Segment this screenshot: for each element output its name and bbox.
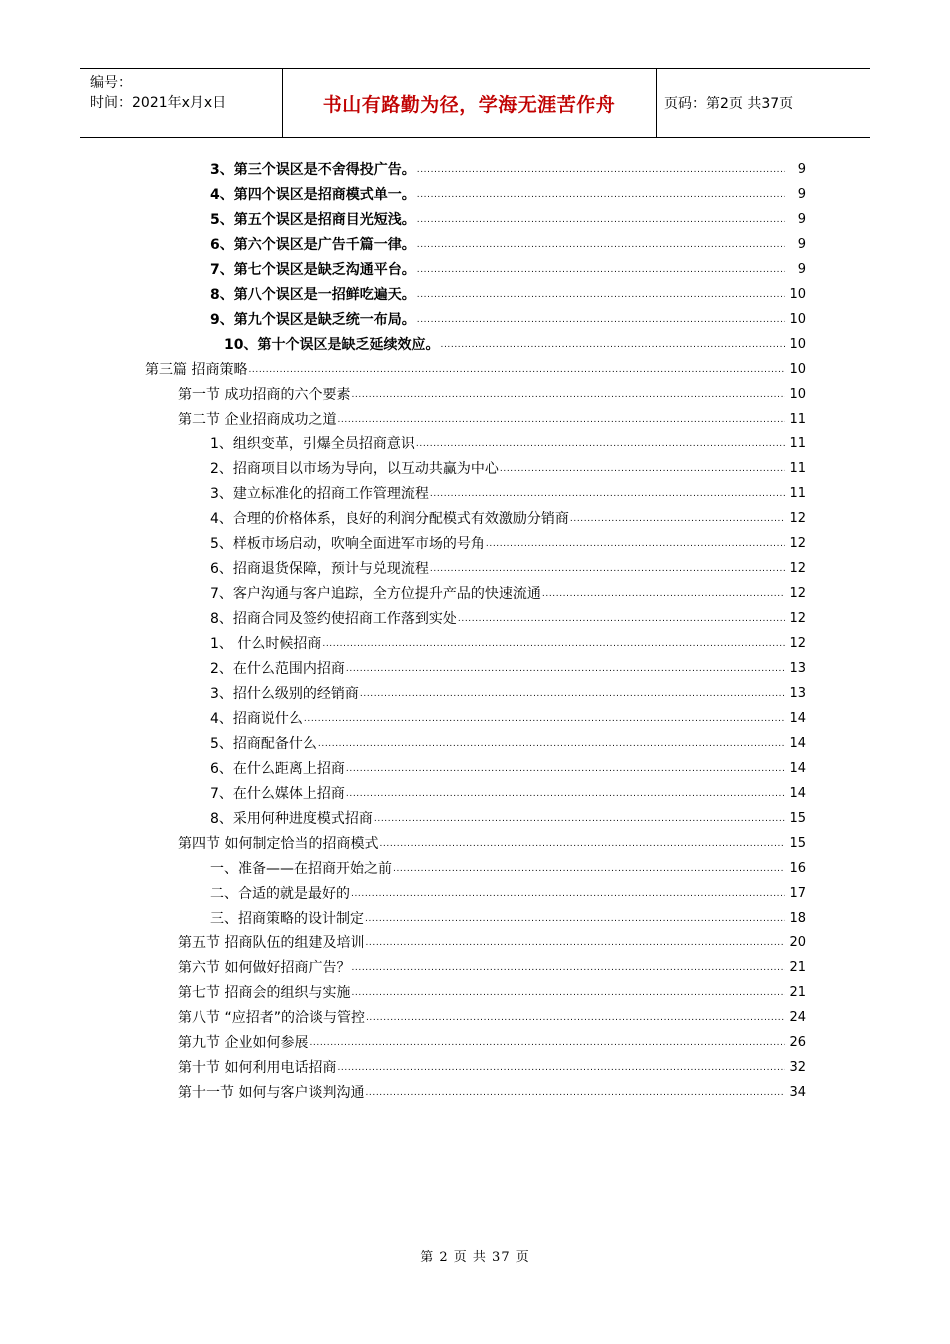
toc-page-number: 14 (789, 736, 806, 751)
toc-entry[interactable] (210, 557, 806, 579)
toc-dot-leader (417, 288, 785, 302)
header-page-info: 页码：第2页 共37页 (664, 96, 794, 112)
toc-entry-title: 3、招什么级别的经销商 (210, 686, 359, 702)
toc-entry[interactable] (210, 233, 806, 255)
toc-page-number: 26 (789, 1035, 806, 1050)
toc-entry-title: 第十一节 如何与客户谈判沟通 (178, 1085, 365, 1101)
toc-dot-leader (304, 712, 785, 726)
toc-dot-leader (570, 512, 785, 526)
toc-page-number: 11 (789, 461, 806, 476)
toc-entry[interactable] (210, 183, 806, 205)
toc-dot-leader (430, 487, 785, 501)
page-footer: 第 2 页 共 37 页 (420, 1250, 530, 1265)
toc-entry-title: 8、采用何种进度模式招商 (210, 811, 373, 827)
toc-entry[interactable] (178, 981, 806, 1003)
toc-page-number: 9 (797, 237, 806, 252)
toc-entry-title: 6、招商退货保障，预计与兑现流程 (210, 561, 429, 577)
toc-dot-leader (430, 562, 785, 576)
toc-dot-leader (248, 363, 785, 377)
toc-entry-title: 4、合理的价格体系，良好的利润分配模式有效激励分销商 (210, 511, 569, 527)
toc-entry-title: 第十节 如何利用电话招商 (178, 1060, 337, 1076)
toc-entry-title: 第九节 企业如何参展 (178, 1035, 309, 1051)
toc-entry[interactable] (210, 882, 806, 904)
toc-entry-title: 10、第十个误区是缺乏延续效应。 (224, 337, 440, 353)
toc-entry-title: 2、在什么范围内招商 (210, 661, 345, 677)
toc-entry[interactable] (178, 408, 806, 430)
toc-entry-title: 8、招商合同及签约使招商工作落到实处 (210, 611, 457, 627)
toc-entry[interactable] (210, 807, 806, 829)
time-label: 时间：2021年x月x日 (90, 95, 227, 111)
toc-page-number: 10 (789, 287, 806, 302)
toc-dot-leader (417, 313, 785, 327)
toc-entry-title: 6、第六个误区是广告千篇一律。 (210, 237, 416, 253)
toc-entry[interactable] (210, 457, 806, 479)
toc-entry-title: 第三篇 招商策略 (145, 362, 248, 378)
toc-entry[interactable] (210, 907, 806, 929)
toc-entry-title: 4、第四个误区是招商模式单一。 (210, 187, 416, 203)
toc-entry-title: 第七节 招商会的组织与实施 (178, 985, 351, 1001)
toc-entry-title: 第一节 成功招商的六个要素 (178, 387, 351, 403)
toc-entry-title: 第二节 企业招商成功之道 (178, 412, 337, 428)
toc-dot-leader (309, 1036, 785, 1050)
toc-page-number: 15 (789, 811, 806, 826)
toc-page-number: 13 (789, 661, 806, 676)
toc-page-number: 18 (789, 911, 806, 926)
toc-page-number: 12 (789, 536, 806, 551)
toc-entry-title: 6、在什么距离上招商 (210, 761, 345, 777)
toc-dot-leader (542, 587, 785, 601)
toc-page-number: 12 (789, 561, 806, 576)
code-label: 编号： (90, 75, 132, 91)
toc-entry[interactable] (178, 832, 806, 854)
toc-dot-leader (417, 163, 785, 177)
toc-page-number: 9 (797, 262, 806, 277)
toc-dot-leader (365, 1086, 785, 1100)
toc-entry-title: 第八节 “应招者”的洽谈与管控 (178, 1010, 365, 1026)
toc-entry[interactable] (210, 208, 806, 230)
toc-entry[interactable] (210, 632, 806, 654)
toc-entry[interactable] (210, 283, 806, 305)
toc-entry[interactable] (178, 383, 806, 405)
toc-dot-leader (417, 238, 785, 252)
toc-page-number: 17 (789, 886, 806, 901)
toc-page-number: 11 (789, 412, 806, 427)
toc-page-number: 12 (789, 636, 806, 651)
toc-page-number: 14 (789, 786, 806, 801)
toc-dot-leader (360, 687, 785, 701)
toc-entry-title: 8、第八个误区是一招鲜吃遍天。 (210, 287, 416, 303)
toc-dot-leader (346, 662, 785, 676)
toc-entry[interactable] (210, 657, 806, 679)
toc-entry[interactable] (178, 931, 806, 953)
toc-entry-title: 5、第五个误区是招商目光短浅。 (210, 212, 416, 228)
toc-entry-title: 第五节 招商队伍的组建及培训 (178, 935, 365, 951)
toc-dot-leader (417, 188, 785, 202)
toc-entry-title: 4、招商说什么 (210, 711, 303, 727)
toc-entry[interactable] (178, 956, 806, 978)
toc-entry[interactable] (210, 732, 806, 754)
toc-entry-title: 三、招商策略的设计制定 (210, 911, 364, 927)
toc-entry[interactable] (210, 158, 806, 180)
toc-entry[interactable] (224, 333, 806, 355)
toc-entry-title: 二、合适的就是最好的 (210, 886, 350, 902)
header-divider (656, 69, 657, 137)
toc-dot-leader (366, 1011, 785, 1025)
toc-entry[interactable] (210, 607, 806, 629)
toc-entry[interactable] (145, 358, 806, 380)
toc-entry-title: 1、 什么时候招商 (210, 636, 322, 652)
toc-entry-title: 9、第九个误区是缺乏统一布局。 (210, 312, 416, 328)
toc-entry[interactable] (210, 857, 806, 879)
toc-page-number: 12 (789, 511, 806, 526)
toc-page-number: 24 (789, 1010, 806, 1025)
toc-entry-title: 第六节 如何做好招商广告？ (178, 960, 351, 976)
toc-entry[interactable] (178, 1081, 806, 1103)
toc-page-number: 14 (789, 761, 806, 776)
toc-entry[interactable] (210, 532, 806, 554)
toc-page-number: 21 (789, 985, 806, 1000)
toc-entry[interactable] (210, 682, 806, 704)
toc-dot-leader (351, 388, 785, 402)
toc-entry[interactable] (178, 1031, 806, 1053)
page-header (80, 68, 870, 138)
toc-page-number: 9 (797, 162, 806, 177)
toc-entry-title: 7、客户沟通与客户追踪，全方位提升产品的快速流通 (210, 586, 541, 602)
toc-entry[interactable] (210, 507, 806, 529)
toc-entry-title: 5、样板市场启动，吹响全面进军市场的号角 (210, 536, 485, 552)
toc-entry[interactable] (210, 308, 806, 330)
toc-page-number: 11 (789, 486, 806, 501)
toc-dot-leader (351, 986, 785, 1000)
toc-dot-leader (318, 737, 785, 751)
toc-entry-title: 3、第三个误区是不舍得投广告。 (210, 162, 416, 178)
toc-dot-leader (351, 961, 785, 975)
toc-dot-leader (393, 862, 785, 876)
toc-page-number: 10 (789, 312, 806, 327)
toc-dot-leader (458, 612, 785, 626)
toc-page-number: 9 (797, 212, 806, 227)
toc-entry[interactable] (210, 757, 806, 779)
header-motto: 书山有路勤为径，学海无涯苦作舟 (322, 93, 616, 116)
toc-page-number: 15 (789, 836, 806, 851)
toc-page-number: 12 (789, 586, 806, 601)
toc-entry[interactable] (210, 707, 806, 729)
toc-dot-leader (337, 1061, 785, 1075)
toc-page-number: 10 (789, 337, 806, 352)
toc-entry-title: 7、在什么媒体上招商 (210, 786, 345, 802)
toc-dot-leader (346, 787, 785, 801)
toc-entry-title: 第四节 如何制定恰当的招商模式 (178, 836, 379, 852)
toc-page-number: 13 (789, 686, 806, 701)
toc-dot-leader (486, 537, 785, 551)
toc-dot-leader (417, 263, 785, 277)
toc-page-number: 10 (789, 362, 806, 377)
toc-page-number: 21 (789, 960, 806, 975)
toc-dot-leader (440, 338, 785, 352)
toc-dot-leader (322, 637, 785, 651)
toc-dot-leader (365, 912, 785, 926)
toc-dot-leader (417, 213, 785, 227)
toc-dot-leader (500, 462, 785, 476)
toc-dot-leader (416, 437, 785, 451)
toc-page-number: 14 (789, 711, 806, 726)
toc-dot-leader (346, 762, 785, 776)
toc-page-number: 9 (797, 187, 806, 202)
toc-page-number: 12 (789, 611, 806, 626)
toc-entry[interactable] (178, 1006, 806, 1028)
toc-entry[interactable] (210, 782, 806, 804)
toc-dot-leader (379, 837, 785, 851)
toc-entry-title: 1、组织变革，引爆全员招商意识 (210, 436, 415, 452)
toc-entry-title: 5、招商配备什么 (210, 736, 317, 752)
toc-page-number: 10 (789, 387, 806, 402)
toc-page-number: 16 (789, 861, 806, 876)
toc-page-number: 34 (789, 1085, 806, 1100)
toc-entry-title: 2、招商项目以市场为导向，以互动共赢为中心 (210, 461, 499, 477)
toc-dot-leader (351, 887, 785, 901)
toc-dot-leader (365, 936, 785, 950)
toc-entry-title: 3、建立标准化的招商工作管理流程 (210, 486, 429, 502)
toc-entry[interactable] (210, 582, 806, 604)
toc-page-number: 20 (789, 935, 806, 950)
toc-entry[interactable] (210, 432, 806, 454)
toc-page-number: 11 (789, 436, 806, 451)
toc-entry[interactable] (178, 1056, 806, 1078)
toc-dot-leader (374, 812, 785, 826)
header-left-cell (90, 73, 226, 113)
toc-entry[interactable] (210, 482, 806, 504)
toc-entry-title: 一、准备——在招商开始之前 (210, 861, 392, 877)
toc-dot-leader (337, 413, 785, 427)
toc-entry-title: 7、第七个误区是缺乏沟通平台。 (210, 262, 416, 278)
toc-entry[interactable] (210, 258, 806, 280)
toc-page-number: 32 (789, 1060, 806, 1075)
